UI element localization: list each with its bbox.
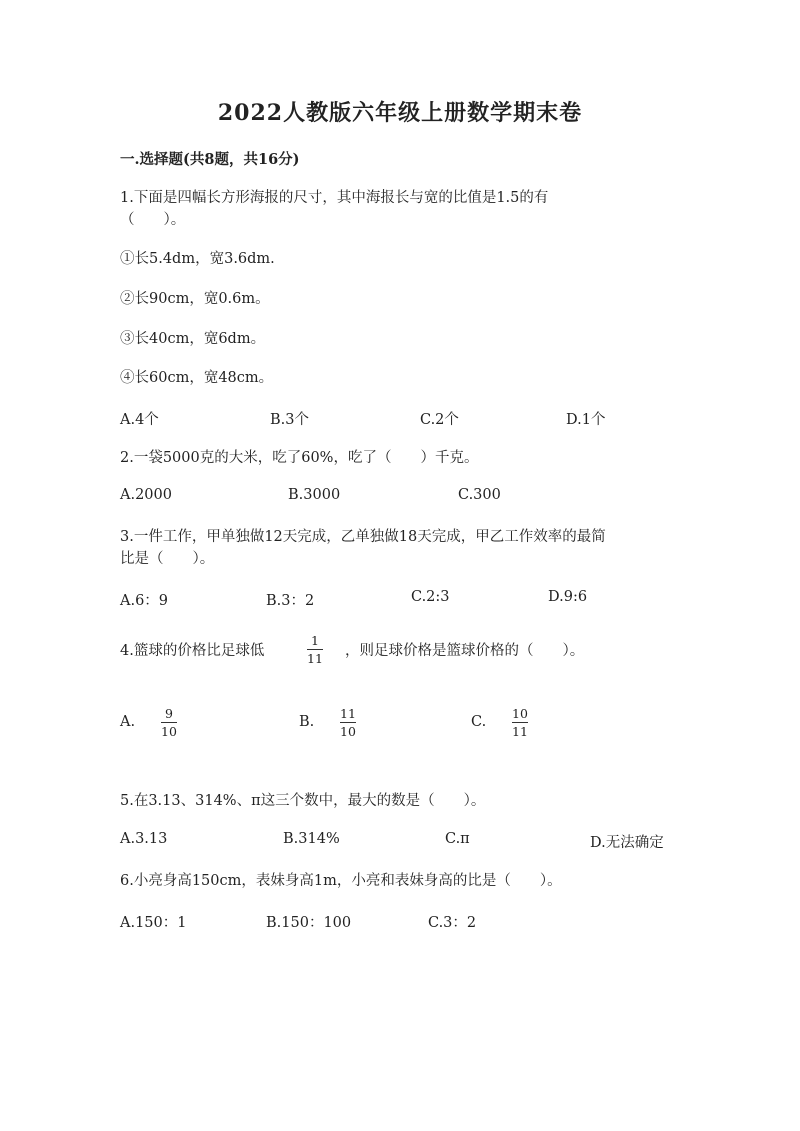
question-4-option-b-label: B. xyxy=(299,714,315,730)
question-4-option-c-fraction xyxy=(512,706,528,739)
fraction-bar xyxy=(161,722,177,723)
question-5-option-c: C.π xyxy=(445,831,470,847)
question-2-text: 2.一袋5000克的大米，吃了60%，吃了（ ）千克。 xyxy=(120,450,479,466)
fraction-bar xyxy=(340,722,356,723)
question-6-option-a: A.150：1 xyxy=(120,915,187,931)
fraction-numerator: 10 xyxy=(512,706,528,721)
question-3-option-b: B.3：2 xyxy=(266,593,315,609)
question-1-text-line1: 1.下面是四幅长方形海报的尺寸，其中海报长与宽的比值是1.5的有 xyxy=(120,190,549,206)
question-3-option-c: C.2:3 xyxy=(411,589,450,605)
question-6-text: 6.小亮身高150cm，表妹身高1m，小亮和表妹身高的比是（ ）。 xyxy=(120,873,562,889)
question-3-text-line2: 比是（ ）。 xyxy=(120,551,215,567)
question-6-option-b: B.150：100 xyxy=(266,915,352,931)
question-4-suffix: ，则足球价格是篮球价格的（ ）。 xyxy=(345,643,585,659)
fraction-numerator: 11 xyxy=(340,706,356,721)
fraction-numerator: 1 xyxy=(311,633,319,648)
question-1-text-line2: （ ）。 xyxy=(120,212,186,228)
question-3-option-d: D.9:6 xyxy=(548,589,588,605)
fraction-denominator: 11 xyxy=(512,724,528,739)
question-5-option-b: B.314% xyxy=(283,831,340,847)
question-2-option-b: B.3000 xyxy=(288,487,341,503)
section-heading: 一.选择题(共8题，共16分) xyxy=(120,151,300,168)
question-4-fraction xyxy=(307,633,323,666)
question-1-item-1: ①长5.4dm，宽3.6dm. xyxy=(120,251,275,267)
question-2-option-a: A.2000 xyxy=(120,487,172,503)
question-3-text-line1: 3.一件工作，甲单独做12天完成，乙单独做18天完成，甲乙工作效率的最简 xyxy=(120,529,606,545)
question-3-option-a: A.6：9 xyxy=(120,593,169,609)
question-1-item-2: ②长90cm，宽0.6m。 xyxy=(120,291,270,307)
question-1-option-c: C.2个 xyxy=(420,412,459,428)
question-2-option-c: C.300 xyxy=(458,487,501,503)
question-5-text: 5.在3.13、314%、π这三个数中，最大的数是（ ）。 xyxy=(120,793,486,809)
question-5-option-a: A.3.13 xyxy=(120,831,168,847)
fraction-numerator: 9 xyxy=(165,706,173,721)
question-4-prefix: 4.篮球的价格比足球低 xyxy=(120,643,265,659)
fraction-bar xyxy=(512,722,528,723)
question-1-option-d: D.1个 xyxy=(566,412,606,428)
fraction-denominator: 11 xyxy=(307,651,323,666)
page-title: 2022人教版六年级上册数学期末卷 xyxy=(217,100,583,126)
question-1-option-a: A.4个 xyxy=(120,412,159,428)
fraction-bar xyxy=(307,649,323,650)
fraction-denominator: 10 xyxy=(161,724,177,739)
question-4-option-c-label: C. xyxy=(471,714,487,730)
question-4-option-a-fraction xyxy=(161,706,177,739)
question-4-option-a-label: A. xyxy=(120,714,136,730)
question-1-option-b: B.3个 xyxy=(270,412,309,428)
question-5-option-d: D.无法确定 xyxy=(590,835,664,851)
question-4-option-b-fraction xyxy=(340,706,356,739)
question-6-option-c: C.3：2 xyxy=(428,915,477,931)
question-1-item-3: ③长40cm，宽6dm。 xyxy=(120,331,266,347)
fraction-denominator: 10 xyxy=(340,724,356,739)
question-1-item-4: ④长60cm，宽48cm。 xyxy=(120,370,274,386)
